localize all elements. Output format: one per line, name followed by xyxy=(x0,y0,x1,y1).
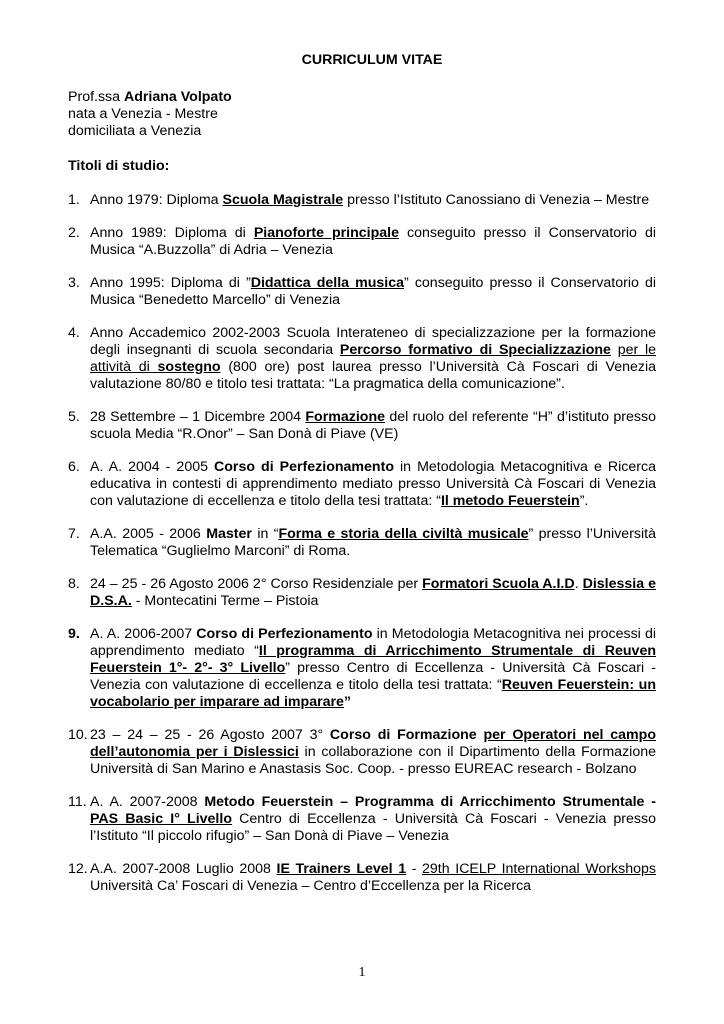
list-item-text: Centro di Eccellenza - Università Cà Foscari - Venezia presso l’Istituto “Il piccolo rifugio” – San Donà di Piave – Venezia xyxy=(90,811,656,844)
list-item-text: Corso di Perfezionamento xyxy=(214,459,394,475)
list-item xyxy=(68,576,656,610)
list-item-number: 12. xyxy=(68,861,88,877)
list-item xyxy=(68,727,656,778)
residence-line: domiciliata a Venezia xyxy=(68,123,202,139)
list-item-number: 11. xyxy=(68,794,87,810)
list-item-text: ” xyxy=(343,694,352,710)
list-item xyxy=(68,325,656,393)
list-item-text: - xyxy=(406,861,423,877)
list-item-number: 6. xyxy=(68,459,80,475)
list-item-text: per Operatori nel campo dell’autonomia per i Dislessici xyxy=(90,727,656,760)
list-item-text: per le attività di xyxy=(90,342,656,375)
list-item-text: Percorso formativo di Specializzazione xyxy=(339,342,611,358)
list-item-text: A. A. 2006-2007 xyxy=(90,626,197,642)
titles-list xyxy=(68,192,656,895)
list-item xyxy=(68,794,656,845)
list-item-text: Anno 1979: Diploma xyxy=(90,192,223,208)
list-item-text: Formatori Scuola A.I.D xyxy=(422,576,575,592)
page-number: 1 xyxy=(358,965,366,980)
list-item-number: 2. xyxy=(68,225,80,241)
list-item-text: Metodo Feuerstein – Programma di Arricchimento Strumentale - xyxy=(204,794,656,810)
list-item-text: in Metodologia Metacognitiva e Ricerca educativa in contesti di apprendimento mediato presso Università Cà Foscari di Venezia con valutazione di eccellenza e titolo della tesi trattata: “ xyxy=(90,459,656,509)
list-item-text: Master xyxy=(206,526,252,542)
list-item-number: 5. xyxy=(68,409,80,425)
list-item-text: (800 ore) post laurea presso l’Università Cà Foscari di Venezia valutazione 80/80 e titolo tesi trattata: “La pragmatica della comunicazione”. xyxy=(90,359,656,392)
list-item xyxy=(68,275,656,309)
list-item-text: in collaborazione con il Dipartimento della Formazione Università di San Marino e Anastasis Soc. Coop. - presso EUREAC research - Bolzano xyxy=(90,744,656,777)
name-line xyxy=(68,89,656,106)
list-item-text: ”. xyxy=(579,493,589,509)
list-item-text: Corso di Formazione xyxy=(329,727,477,743)
list-item-text: del ruolo del referente “H” d’istituto presso scuola Media “R.Onor” – San Donà di Piave (VE) xyxy=(90,409,656,442)
list-item-number: 8. xyxy=(68,576,80,592)
list-item-text: in Metodologia Metacognitiva nei processi di apprendimento mediato “ xyxy=(90,626,656,659)
list-item-number: 1. xyxy=(68,192,80,208)
list-item-text: . xyxy=(574,576,583,592)
list-item-number: 3. xyxy=(68,275,80,291)
birthplace-line: nata a Venezia - Mestre xyxy=(68,106,218,122)
list-item-text: sostegno xyxy=(157,359,221,375)
list-item-text: Anno Accademico 2002-2003 Scuola Interateneo di specializzazione per la formazione degli insegnanti di scuola secondaria xyxy=(90,325,656,358)
list-item-number: 9. xyxy=(68,626,80,642)
list-item-text: A. A. 2007-2008 xyxy=(90,794,205,810)
list-item-text: Corso di Perfezionamento xyxy=(196,626,373,642)
list-item xyxy=(68,192,656,209)
list-item xyxy=(68,626,656,711)
list-item-text: - Montecatini Terme – Pistoia xyxy=(131,593,319,609)
list-item xyxy=(68,526,656,560)
list-item-text: Pianoforte principale xyxy=(253,225,400,241)
list-item-text: Scuola Magistrale xyxy=(222,192,344,208)
list-item-text: PAS Basic I° Livello xyxy=(90,811,232,827)
list-item-text: Università Ca’ Foscari di Venezia – Centro d’Eccellenza per la Ricerca xyxy=(90,878,532,894)
list-item xyxy=(68,225,656,259)
list-item-text: 28 Settembre – 1 Dicembre 2004 xyxy=(90,409,306,425)
name-prefix: Prof.ssa xyxy=(68,89,124,105)
list-item-number: 10. xyxy=(68,727,88,743)
list-item xyxy=(68,409,656,443)
list-item-text: Formazione xyxy=(305,409,386,425)
list-item-text: Didattica della musica xyxy=(250,275,405,291)
section-title: Titoli di studio: xyxy=(68,158,170,174)
list-item-text: Dislessia e D.S.A. xyxy=(90,576,656,609)
list-item-text: Il programma di Arricchimento Strumentale di Reuven Feuerstein 1°- 2°- 3° Livello xyxy=(90,643,656,676)
list-item-text: Forma e storia della civiltà musicale xyxy=(278,526,529,542)
document-title: CURRICULUM VITAE xyxy=(301,52,443,68)
list-item-text: 29th ICELP International Workshops xyxy=(422,861,656,877)
personal-info xyxy=(68,89,656,140)
list-item-text: ” presso Centro di Eccellenza - Università Cà Foscari - Venezia con valutazione di eccellenza e titolo della tesi trattata: “ xyxy=(90,660,656,693)
list-item-text: 24 – 25 - 26 Agosto 2006 2° Corso Residenziale per xyxy=(90,576,423,592)
list-item-text: conseguito presso il Conservatorio di Musica “A.Buzzolla” di Adria – Venezia xyxy=(90,225,656,258)
list-item-number: 7. xyxy=(68,526,80,542)
list-item xyxy=(68,861,656,895)
list-item-text: Reuven Feuerstein: un vocabolario per imparare ad imparare xyxy=(90,677,656,710)
list-item-text: ” presso l’Università Telematica “Guglielmo Marconi” di Roma. xyxy=(90,526,656,559)
list-item-text: A.A. 2005 - 2006 xyxy=(90,526,207,542)
list-item-text: presso l’Istituto Canossiano di Venezia – Mestre xyxy=(343,192,650,208)
person-name: Adriana Volpato xyxy=(123,89,232,105)
list-item-text: in “ xyxy=(251,526,279,542)
document-page xyxy=(68,52,656,911)
list-item-text: Il metodo Feuerstein xyxy=(440,493,580,509)
list-item-text: A.A. 2007-2008 Luglio 2008 xyxy=(90,861,277,877)
list-item-text xyxy=(611,342,618,358)
list-item-text: A. A. 2004 - 2005 xyxy=(90,459,215,475)
list-item-text: Anno 1995: Diploma di ” xyxy=(90,275,251,291)
list-item-text: Anno 1989: Diploma di xyxy=(90,225,254,241)
list-item-text: IE Trainers Level 1 xyxy=(276,861,407,877)
list-item-text: 23 – 24 – 25 - 26 Agosto 2007 3° xyxy=(90,727,330,743)
list-item xyxy=(68,459,656,510)
list-item-number: 4. xyxy=(68,325,80,341)
list-item-text: ” conseguito presso il Conservatorio di Musica “Benedetto Marcello” di Venezia xyxy=(90,275,656,308)
